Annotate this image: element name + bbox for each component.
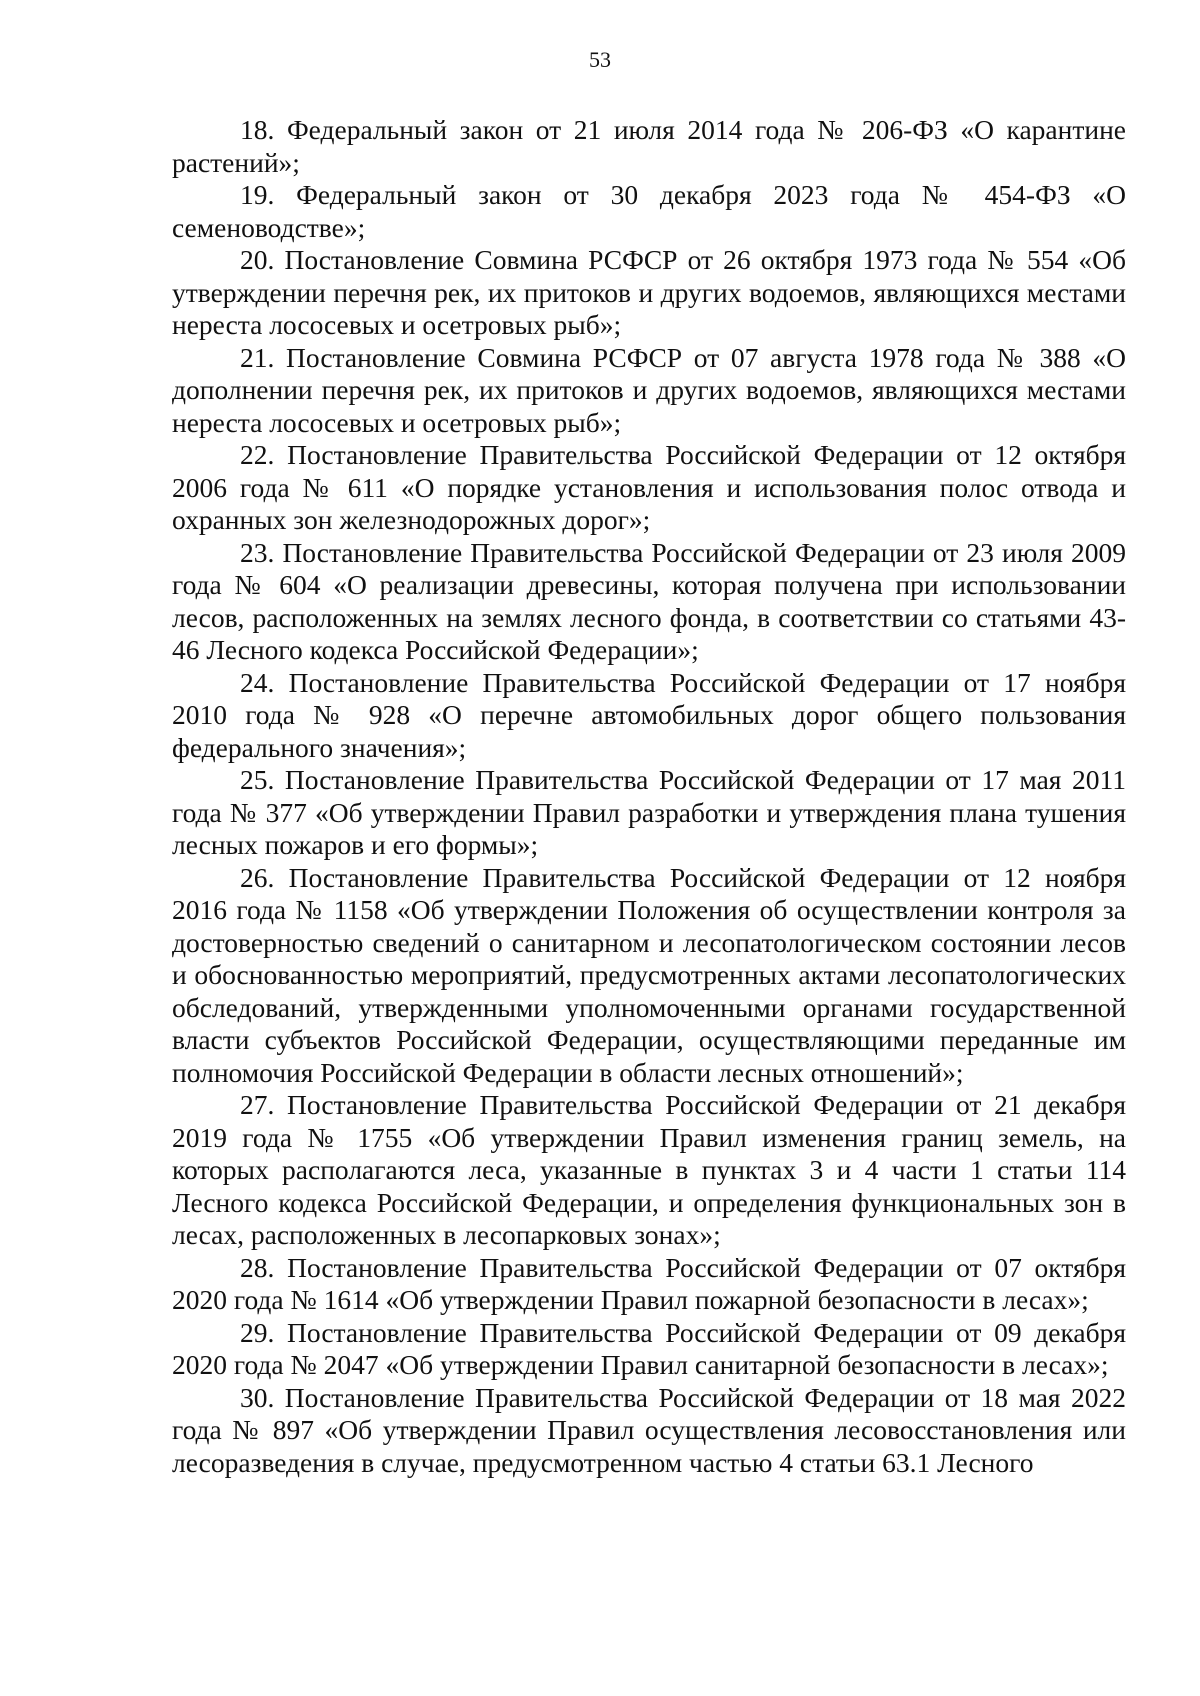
regulation-list xyxy=(172,114,1126,1479)
list-item: 26. Постановление Правительства Российской Федерации от 12 ноября 2016 года № 1158 «Об утверждении Положения об осуществлении контроля за достоверностью сведений о санитарном и лесопатологическом состоянии лесов и обоснованностью мероприятий, предусмотренных актами лесопатологических обследований, утвержденными уполномоченными органами государственной власти субъектов Российской Федерации, осуществляющими переданные им полномочия Российской Федерации в области лесных отношений»; xyxy=(172,861,1126,1088)
list-item: 29. Постановление Правительства Российской Федерации от 09 декабря 2020 года № 2047 «Об утверждении Правил санитарной безопасности в лесах»; xyxy=(172,1316,1126,1380)
page-number: 53 xyxy=(589,47,611,72)
list-item: 25. Постановление Правительства Российской Федерации от 17 мая 2011 года № 377 «Об утверждении Правил разработки и утверждения плана тушения лесных пожаров и его формы»; xyxy=(172,764,1126,860)
list-item: 27. Постановление Правительства Российской Федерации от 21 декабря 2019 года № 1755 «Об утверждении Правил изменения границ земель, на которых располагаются леса, указанные в пунктах 3 и 4 части 1 статьи 114 Лесного кодекса Российской Федерации, и определения функциональных зон в лесах, расположенных в лесопарковых зонах»; xyxy=(172,1089,1126,1250)
list-item: 20. Постановление Совмина РСФСР от 26 октября 1973 года № 554 «Об утверждении перечня рек, их притоков и других водоемов, являющихся местами нереста лососевых и осетровых рыб»; xyxy=(172,244,1126,340)
list-item: 19. Федеральный закон от 30 декабря 2023 года № 454-ФЗ «О семеноводстве»; xyxy=(172,179,1126,243)
list-item: 21. Постановление Совмина РСФСР от 07 августа 1978 года № 388 «О дополнении перечня рек, их притоков и других водоемов, являющихся местами нереста лососевых и осетровых рыб»; xyxy=(172,341,1126,438)
list-item: 28. Постановление Правительства Российской Федерации от 07 октября 2020 года № 1614 «Об утверждении Правил пожарной безопасности в лесах»; xyxy=(172,1251,1126,1315)
list-item: 18. Федеральный закон от 21 июля 2014 года № 206-ФЗ «О карантине растений»; xyxy=(172,114,1126,178)
list-item: 23. Постановление Правительства Российской Федерации от 23 июля 2009 года № 604 «О реализации древесины, которая получена при использовании лесов, расположенных на землях лесного фонда, в соответствии со статьями 43-46 Лесного кодекса Российской Федерации»; xyxy=(172,536,1126,665)
list-item: 30. Постановление Правительства Российской Федерации от 18 мая 2022 года № 897 «Об утверждении Правил осуществления лесовосстановления или лесоразведения в случае, предусмотренном частью 4 статьи 63.1 Лесного xyxy=(172,1381,1126,1478)
list-item: 24. Постановление Правительства Российской Федерации от 17 ноября 2010 года № 928 «О перечне автомобильных дорог общего пользования федерального значения»; xyxy=(172,666,1126,763)
list-item: 22. Постановление Правительства Российской Федерации от 12 октября 2006 года № 611 «О порядке установления и использования полос отвода и охранных зон железнодорожных дорог»; xyxy=(172,439,1126,535)
